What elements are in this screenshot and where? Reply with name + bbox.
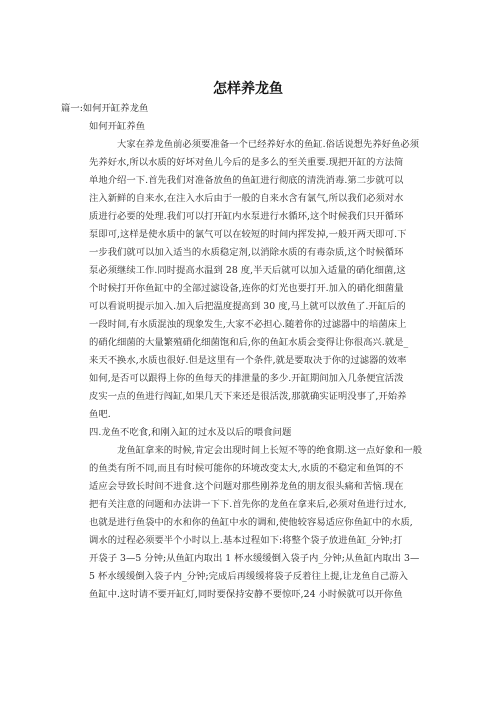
text-line: 开袋子 3—5 分钟;从鱼缸内取出 1 杯水缓缓倒入袋子内_分钟;从鱼缸内取出 3—: [89, 553, 420, 564]
document-body: [61, 100, 433, 604]
text-line: 泵即可,这样是使水质中的氯气可以在较短的时间内挥发掉,一般开两天即可.下: [89, 229, 407, 240]
text-line: 皮实一点的鱼进行闯缸,如果几天下来还是很活泼,那就确实证明没事了,开始养: [89, 391, 407, 402]
text-line: 的硝化细菌的大量繁殖硝化细菌饱和后,你的鱼缸水质会变得让你很高兴.就是_: [89, 337, 409, 348]
document-title: 怎样养龙鱼: [213, 81, 283, 97]
text-line: 单地介绍一下.首先我们对准备放鱼的鱼缸进行彻底的清洗消毒.第二步就可以: [89, 175, 404, 186]
paragraph-1: [61, 136, 433, 424]
text-line: 先养好水,所以水质的好坏对鱼儿今后的是多么的至关重要.现把开缸的方法简: [89, 157, 404, 168]
chapter-heading: 篇一:如何开缸养龙鱼: [61, 103, 149, 114]
text-line: 质进行必要的处理.我们可以打开缸内水泵进行水循环,这个时候我们只开循环: [89, 211, 404, 222]
section-heading: 四.龙鱼不吃食,和刚入缸的过水及以后的喂食问题: [89, 427, 292, 438]
text-line: 也就是进行鱼袋中的水和你的鱼缸中水的调和,使他较容易适应你鱼缸中的水质,: [89, 517, 413, 528]
text-line: 泵必须继续工作.同时提高水温到 28 度,半天后就可以加入适量的硝化细菌,这: [89, 265, 406, 276]
sub-heading: 如何开缸养鱼: [89, 121, 146, 132]
text-line: 如何,是否可以跟得上你的鱼每天的排泄量的多少.开缸期间加入几条便宜活泼: [89, 373, 404, 384]
text-line: 适应会导致长时间不进食.这个问题对那些刚养龙鱼的朋友很头痛和苦恼.现在: [89, 481, 404, 492]
text-line: 大家在养龙鱼前必须要准备一个已经养好水的鱼缸.俗话说想先养好鱼必须: [117, 139, 420, 150]
text-line: 个时候打开你鱼缸中的全部过滤设备,连你的灯光也要打开.加入的硝化细菌量: [89, 283, 404, 294]
text-line: 来天不换水,水质也很好.但是这里有一个条件,就是要取决于你的过滤器的效率: [89, 355, 407, 366]
paragraph-2: [61, 442, 433, 604]
text-line: 的鱼类有所不同,而且有时候可能你的环境改变太大,水质的不稳定和鱼饵的不: [89, 463, 404, 474]
text-line: 可以看说明提示加入.加入后把温度提高到 30 度,马上就可以放鱼了.开缸后的: [89, 301, 406, 312]
text-line: 5 杯水缓缓倒入袋子内_分钟;完成后再缓缓将袋子反着往上提,让龙鱼自己游入: [89, 571, 408, 582]
text-line: 鱼吧.: [89, 409, 111, 420]
text-line: 一步我们就可以加入适当的水质稳定剂,以消除水质的有毒杂质,这个时候循环: [89, 247, 404, 258]
text-line: 龙鱼缸拿来的时候,肯定会出现时间上长短不等的绝食期.这一点好象和一般: [117, 445, 423, 456]
text-line: 调水的过程必须要半个小时以上.基本过程如下:将整个袋子放进鱼缸_分钟;打: [89, 535, 403, 546]
text-line: 一段时间,有水质混浊的现象发生,大家不必担心.随着你的过滤器中的培菌床上: [89, 319, 407, 330]
text-line: 鱼缸中.这时请不要开缸灯,同时要保持安静不要惊吓,24 小时候就可以开你鱼: [89, 589, 403, 600]
text-line: 注入新鲜的自来水,在注入水后由于一般的自来水含有氯气,所以我们必须对水: [89, 193, 404, 204]
text-line: 把有关注意的问题和办法讲一下下.首先你的龙鱼在拿来后,必须对鱼进行过水,: [89, 499, 407, 510]
